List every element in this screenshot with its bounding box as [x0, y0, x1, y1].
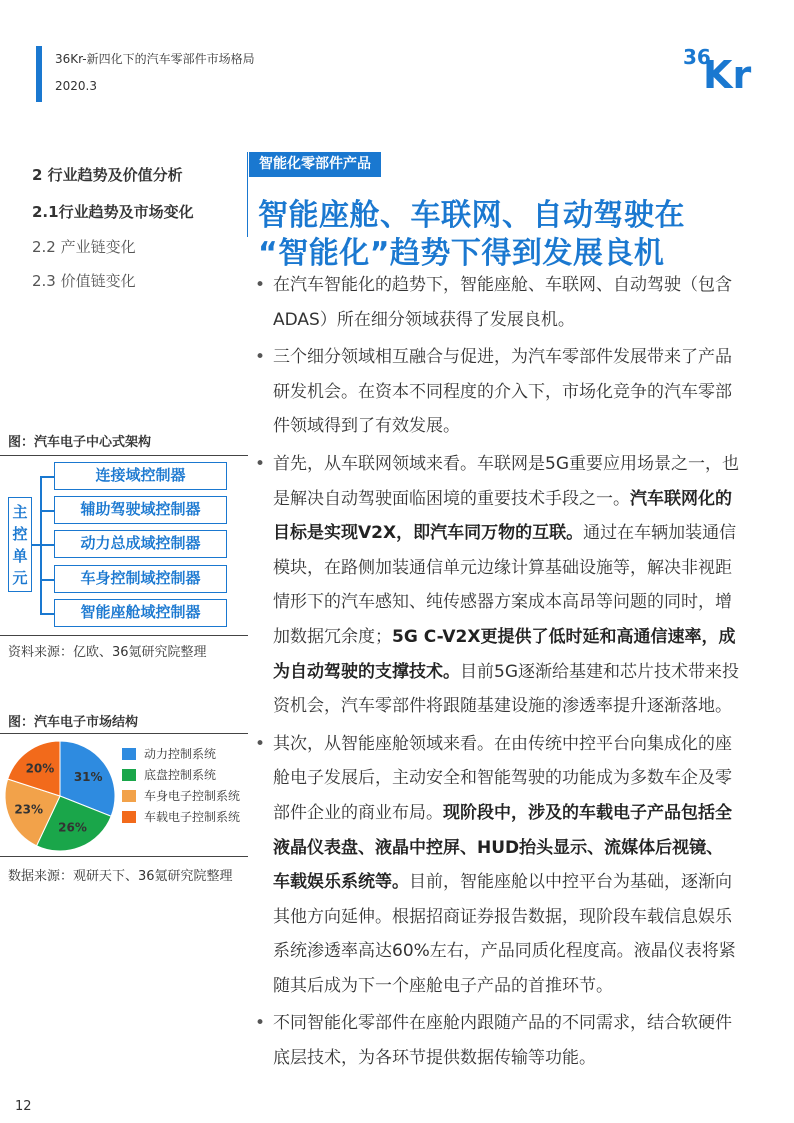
controller-box-adas: 辅助驾驶域控制器 — [54, 496, 227, 524]
figure2-title: 图：汽车电子市场结构 — [8, 715, 139, 730]
section-title-line1: 智能座舱、车联网、自动驾驶在 — [258, 198, 685, 233]
figure1-title: 图：汽车电子中心式架构 — [8, 435, 152, 450]
legend-label: 底盘控制系统 — [144, 768, 217, 782]
pie-value-label: 23% — [14, 802, 44, 817]
legend-swatch — [122, 769, 136, 781]
main-unit-char: 元 — [12, 569, 28, 587]
nav-item-2[interactable]: 2 行业趋势及价值分析 — [32, 166, 183, 184]
nav-item-2-3[interactable]: 2.3 价值链变化 — [32, 272, 136, 290]
controller-box-powertrain: 动力总成域控制器 — [54, 530, 227, 558]
figure2-source: 数据来源：观研天下、36氪研究院整理 — [8, 869, 233, 884]
main-unit-char: 控 — [12, 525, 28, 543]
pie-value-label: 31% — [73, 769, 103, 784]
paragraph-2: • 三个细分领域相互融合与促进，为汽车零部件发展带来了产品研发机会。在资本不同程度的介入下，市场化竞争的汽车零部件领域得到了有效发展。 — [255, 340, 740, 444]
report-date: 2020.3 — [55, 79, 97, 93]
controller-box-cockpit: 智能座舱域控制器 — [54, 599, 227, 627]
tree-branch — [40, 544, 54, 546]
figure1-bottom-rule — [0, 635, 248, 636]
legend-label: 动力控制系统 — [144, 747, 217, 761]
controller-box-connectivity: 连接域控制器 — [54, 462, 227, 490]
tree-branch — [40, 579, 54, 581]
nav-item-2-1[interactable]: 2.1行业趋势及市场变化 — [32, 203, 194, 221]
main-control-unit-box — [8, 497, 32, 592]
figure1-top-rule — [0, 455, 248, 456]
section-title-line2: “智能化”趋势下得到发展良机 — [258, 236, 665, 271]
pie-value-label: 20% — [25, 761, 55, 776]
brand-logo — [681, 40, 765, 92]
market-structure-pie-chart — [0, 736, 250, 856]
legend-label: 车身电子控制系统 — [144, 789, 241, 803]
main-unit-char: 主 — [12, 503, 28, 521]
legend-label: 车载电子控制系统 — [144, 810, 241, 824]
header-accent-bar — [36, 46, 42, 102]
figure2-top-rule — [0, 733, 248, 734]
svg-text:Kr: Kr — [703, 53, 752, 92]
controller-box-body: 车身控制域控制器 — [54, 565, 227, 593]
main-unit-char: 单 — [12, 547, 28, 565]
svg-text:36: 36 — [683, 45, 711, 69]
nav-item-2-2[interactable]: 2.2 产业链变化 — [32, 238, 136, 256]
figure2-bottom-rule — [0, 856, 248, 857]
paragraph-3: • 首先，从车联网领域来看。车联网是5G重要应用场景之一，也是解决自动驾驶面临困境的重要技术手段之一。汽车联网化的目标是实现V2X，即汽车同万物的互联。通过在车辆加装通信模块，在路侧加装通信单元边缘计算基础设施等，解决非视距情形下的汽车感知、纯传感器方案成本高昂等问题的同时，增加数据冗余度；5G C-V2X更提供了低时延和高通信速率，成为自动驾驶的支撑技术。目前5G逐渐给基建和芯片技术带来投资机会，汽车零部件将跟随基建设施的渗透率提升逐渐落地。 — [255, 447, 740, 724]
page-number: 12 — [15, 1099, 32, 1114]
tree-branch — [40, 613, 54, 615]
section-divider — [247, 152, 248, 237]
report-title: 36Kr-新四化下的汽车零部件市场格局 — [55, 52, 255, 66]
legend-swatch — [122, 790, 136, 802]
body-text — [255, 268, 740, 1079]
tree-branch — [40, 476, 54, 478]
paragraph-4: • 其次，从智能座舱领域来看。在由传统中控平台向集成化的座舱电子发展后，主动安全和智能驾驶的功能成为多数车企及零部件企业的商业布局。现阶段中，涉及的车载电子产品包括全液晶仪表盘、液晶中控屏、HUD抬头显示、流媒体后视镜、车载娱乐系统等。目前，智能座舱以中控平台为基础，逐渐向其他方向延伸。根据招商证券报告数据，现阶段车载信息娱乐系统渗透率高达60%左右，产品同质化程度高。液晶仪表将紧随其后成为下一个座舱电子产品的首推环节。 — [255, 727, 740, 1004]
figure1-source: 资料来源：亿欧、36氪研究院整理 — [8, 645, 207, 660]
tree-branch — [40, 510, 54, 512]
legend-swatch — [122, 811, 136, 823]
paragraph-5: • 不同智能化零部件在座舱内跟随产品的不同需求，结合软硬件底层技术，为各环节提供数据传输等功能。 — [255, 1006, 740, 1075]
legend-swatch — [122, 748, 136, 760]
pie-value-label: 26% — [58, 820, 87, 835]
paragraph-1: • 在汽车智能化的趋势下，智能座舱、车联网、自动驾驶（包含ADAS）所在细分领域获得了发展良机。 — [255, 268, 740, 337]
section-tag: 智能化零部件产品 — [249, 152, 381, 177]
